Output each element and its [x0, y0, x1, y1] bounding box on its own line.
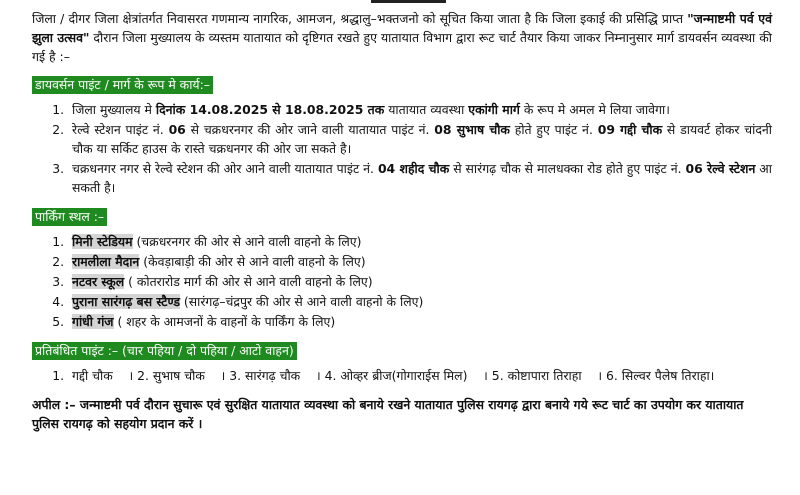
section-heading-restricted: प्रतिबंधित पाइंट :– (चार पहिया / दो पहिया / आटो वाहन) [32, 342, 297, 360]
list-item: 1. गद्दी चौक । 2. सुभाष चौक । 3. सारंगढ़ चौक । 4. ओव्हर ब्रीज(गोगाराईस मिल) । 5. कोष्टापारा तिराहा । 6. सिल्वर पैलेष तिराहा। [68, 366, 772, 385]
restricted-list [32, 366, 772, 385]
list-item: 1. मिनी स्टेडियम (चक्रधरनगर की ओर से आने वाली वाहनो के लिए) [68, 232, 772, 251]
list-item: 1. जिला मुख्यालय मे दिनांक 14.08.2025 से 18.08.2025 तक यातायात व्यवस्था एकांगी मार्ग के रूप मे अमल मे लिया जावेगा। [68, 100, 772, 119]
festival-name: "जन्माष्टमी पर्व एवं झुला उत्सव" [32, 11, 772, 45]
list-item: 3. चक्रधनगर नगर से रेल्वे स्टेशन की ओर आने वाली यातायात पाइंट नं. 04 शहीद चौक से सारंगढ़ चौक से मालधक्का रोड होते हुए पाइंट नं. 06 रेल्वे स्टेशन आ सकती है। [68, 159, 772, 197]
parking-name: पुराना सारंगढ़ बस स्टैण्ड [72, 294, 180, 309]
intro-paragraph [32, 9, 772, 66]
list-item: 4. पुराना सारंगढ़ बस स्टैण्ड (सारंगढ़–चंद्रपुर की ओर से आने वाली वाहनो के लिए) [68, 292, 772, 311]
list-item: 2. रेल्वे स्टेशन पाइंट नं. 06 से चक्रधरनगर की ओर जाने वाली यातायात पाइंट नं. 08 सुभाष चौक होते हुए पाइंट नं. 09 गद्दी चौक से डायवर्ट होकर चांदनी चौक या सर्किट हाउस के रास्ते चक्रधनगर की ओर जा सकते है। [68, 120, 772, 158]
list-item: 5. गांधी गंज ( शहर के आमजनों के वाहनों के पार्किंग के लिए) [68, 312, 772, 331]
list-item: 3. नटवर स्कूल ( कोतरारोड मार्ग की ओर से आने वाली वाहनो के लिए) [68, 272, 772, 291]
parking-name: रामलीला मैदान [72, 254, 140, 269]
parking-name: मिनी स्टेडियम [72, 234, 133, 249]
top-rule [371, 0, 446, 3]
section-heading-diversion: डायवर्सन पाइंट / मार्ग के रूप मे कार्य:– [32, 76, 213, 94]
parking-name: नटवर स्कूल [72, 274, 125, 289]
appeal-paragraph: अपील :– जन्माष्टमी पर्व दौरान सुचारू एवं सुरक्षित यातायात व्यवस्था को बनाये रखने यातायात पुलिस रायगढ़ द्वारा बनाये गये रूट चार्ट का उपयोग कर यातायात पुलिस रायगढ़ को सहयोग प्रदान करें । [32, 397, 744, 431]
section-heading-parking: पार्किंग स्थल :– [32, 208, 107, 226]
intro-text-1: जिला / दीगर जिला क्षेत्रांतर्गत निवासरत गणमान्य नागरिक, आमजन, श्रद्धालु–भक्तजनो को सूचित किया जाता है कि जिला इकाई की प्रसिद्धि प्राप्त [32, 11, 688, 26]
parking-name: गांधी गंज [72, 314, 114, 329]
list-item: 2. रामलीला मैदान (केवड़ाबाड़ी की ओर से आने वाली वाहनो के लिए) [68, 252, 772, 271]
intro-text-2: दौरान जिला मुख्यालय के व्यस्तम यातायात को दृष्टिगत रखते हुए यातायात विभाग द्वारा रूट चार्ट तैयार किया जाकर निम्नानुसार मार्ग डायवर्सन व्यवस्था की गई है :– [32, 30, 772, 64]
parking-list [32, 232, 772, 331]
diversion-list [32, 100, 772, 197]
